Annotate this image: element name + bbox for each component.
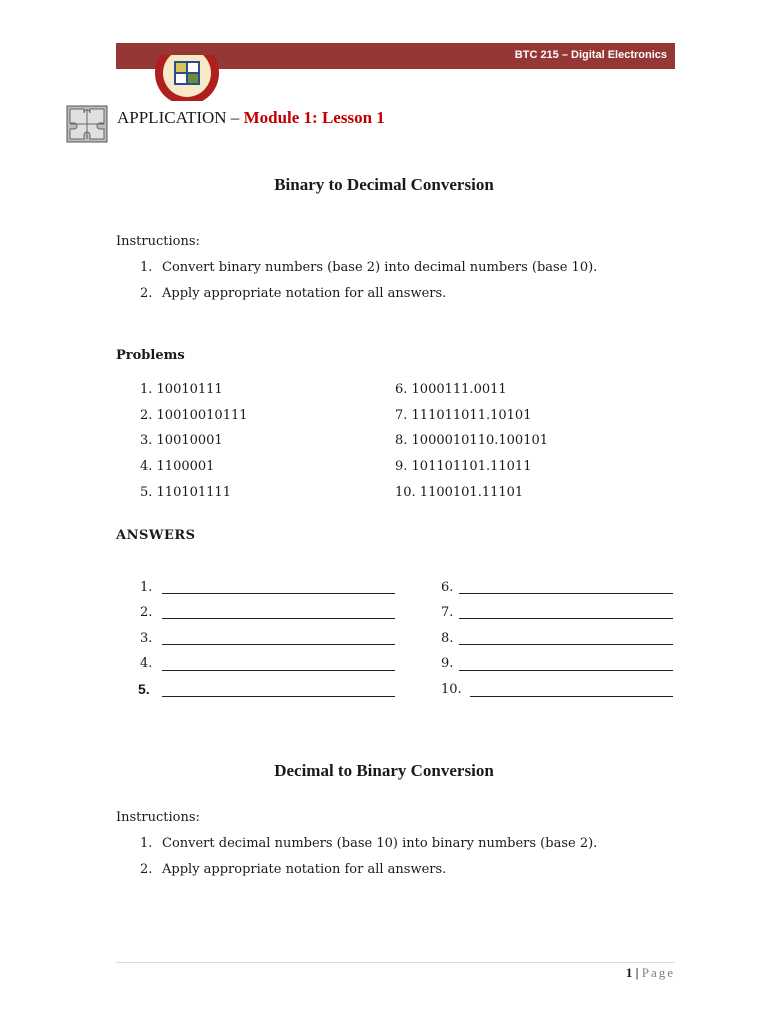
problem-item: 4. 1100001 bbox=[140, 459, 215, 474]
answer-number: 6. bbox=[441, 580, 454, 595]
footer-divider bbox=[116, 962, 675, 963]
page-footer bbox=[626, 965, 675, 981]
answer-blank[interactable] bbox=[459, 644, 673, 645]
instruction-number: 1. bbox=[140, 260, 153, 275]
answer-blank[interactable] bbox=[470, 696, 673, 697]
answer-number: 8. bbox=[441, 631, 454, 646]
puzzle-icon bbox=[66, 105, 108, 143]
instruction-number: 2. bbox=[140, 286, 153, 301]
answer-blank[interactable] bbox=[459, 670, 673, 671]
answer-number: 2. bbox=[140, 605, 153, 620]
answers-label: ANSWERS bbox=[116, 528, 196, 543]
page-label: Page bbox=[641, 965, 675, 980]
problem-item: 1. 10010111 bbox=[140, 382, 223, 397]
instruction-item: Convert decimal numbers (base 10) into binary numbers (base 2). bbox=[162, 836, 598, 851]
answer-blank[interactable] bbox=[162, 670, 395, 671]
instruction-item: Apply appropriate notation for all answers. bbox=[162, 862, 447, 877]
section-heading-binary-to-decimal: Binary to Decimal Conversion bbox=[274, 175, 494, 194]
page-separator: | bbox=[635, 965, 639, 980]
answer-number: 9. bbox=[441, 656, 454, 671]
problem-item: 6. 1000111.0011 bbox=[395, 382, 507, 397]
problem-item: 5. 110101111 bbox=[140, 485, 231, 500]
answer-blank[interactable] bbox=[459, 618, 673, 619]
problem-item: 2. 10010010111 bbox=[140, 408, 248, 423]
problems-label: Problems bbox=[116, 348, 185, 363]
answer-number: 1. bbox=[140, 580, 153, 595]
instruction-number: 1. bbox=[140, 836, 153, 851]
problem-item: 9. 101101101.11011 bbox=[395, 459, 532, 474]
answer-blank[interactable] bbox=[459, 593, 673, 594]
page-number: 1 bbox=[625, 965, 633, 980]
page-title bbox=[117, 108, 385, 128]
answer-number: 4. bbox=[140, 656, 153, 671]
title-module: Module 1: Lesson 1 bbox=[243, 108, 385, 127]
university-seal-icon bbox=[152, 55, 222, 101]
instructions-label: Instructions: bbox=[116, 234, 200, 249]
instruction-number: 2. bbox=[140, 862, 153, 877]
section-heading-decimal-to-binary: Decimal to Binary Conversion bbox=[274, 761, 494, 780]
answer-number: 5. bbox=[138, 681, 150, 697]
problem-item: 8. 1000010110.100101 bbox=[395, 433, 549, 448]
answer-number: 10. bbox=[441, 682, 462, 697]
problem-item: 7. 111011011.10101 bbox=[395, 408, 532, 423]
answer-blank[interactable] bbox=[162, 644, 395, 645]
title-prefix: APPLICATION – bbox=[117, 108, 244, 127]
instructions-label: Instructions: bbox=[116, 810, 200, 825]
answer-blank[interactable] bbox=[162, 618, 395, 619]
problem-item: 10. 1100101.11101 bbox=[395, 485, 524, 500]
course-title: BTC 215 – Digital Electronics bbox=[514, 49, 667, 61]
answer-blank[interactable] bbox=[162, 593, 395, 594]
instruction-item: Apply appropriate notation for all answers. bbox=[162, 286, 447, 301]
instruction-item: Convert binary numbers (base 2) into decimal numbers (base 10). bbox=[162, 260, 598, 275]
answer-blank[interactable] bbox=[162, 696, 395, 697]
answer-number: 7. bbox=[441, 605, 454, 620]
problem-item: 3. 10010001 bbox=[140, 433, 223, 448]
answer-number: 3. bbox=[140, 631, 153, 646]
